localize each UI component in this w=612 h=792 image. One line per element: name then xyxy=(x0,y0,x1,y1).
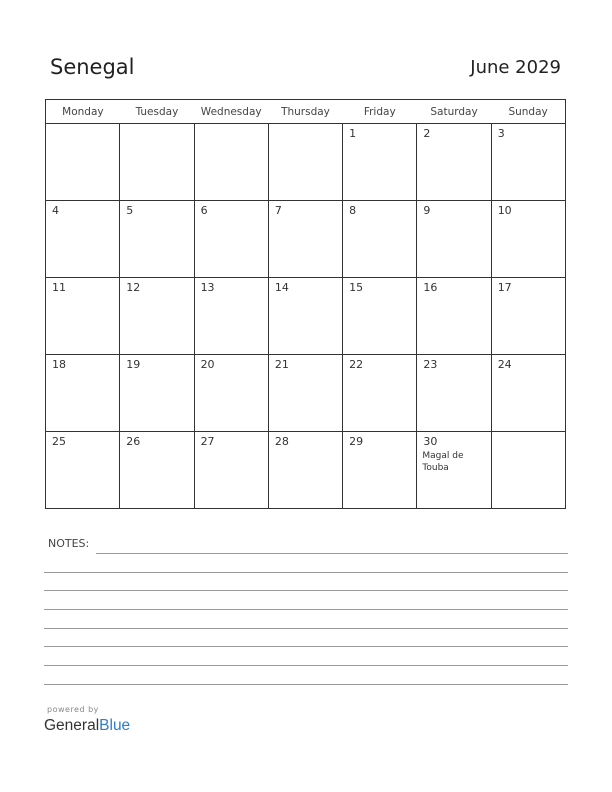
day-number: 10 xyxy=(497,204,512,217)
day-cell xyxy=(194,355,268,432)
notes-line xyxy=(44,684,568,685)
day-cell xyxy=(120,124,194,201)
week-row xyxy=(46,124,566,201)
day-number xyxy=(46,124,119,127)
holiday-label: Magal de Touba xyxy=(422,451,464,473)
day-cell xyxy=(268,124,342,201)
day-cell xyxy=(46,201,120,278)
day-number: 2 xyxy=(423,127,431,140)
generalblue-logo[interactable] xyxy=(44,717,130,735)
powered-by-text: powered by xyxy=(47,705,99,714)
notes-line xyxy=(44,646,568,647)
day-cell xyxy=(268,432,342,509)
day-cell xyxy=(491,355,565,432)
day-number: 8 xyxy=(349,204,357,217)
day-cell xyxy=(194,201,268,278)
day-number: 9 xyxy=(423,204,431,217)
day-cell xyxy=(343,355,417,432)
notes-label: NOTES: xyxy=(48,537,90,550)
day-number xyxy=(120,124,193,127)
day-cell xyxy=(120,201,194,278)
day-number: 21 xyxy=(274,358,289,371)
day-cell xyxy=(417,355,491,432)
day-cell xyxy=(268,201,342,278)
notes-line xyxy=(44,628,568,629)
day-cell xyxy=(268,355,342,432)
day-cell xyxy=(268,278,342,355)
day-cell xyxy=(194,124,268,201)
day-cell xyxy=(46,278,120,355)
day-number: 22 xyxy=(349,358,364,371)
day-cell xyxy=(491,278,565,355)
day-cell xyxy=(343,278,417,355)
notes-line xyxy=(44,609,568,610)
day-cell xyxy=(491,201,565,278)
day-cell xyxy=(417,124,491,201)
day-number: 23 xyxy=(423,358,438,371)
day-cell xyxy=(46,432,120,509)
country-title: Senegal xyxy=(50,55,135,79)
notes-line xyxy=(44,590,568,591)
notes-line xyxy=(44,665,568,666)
day-number: 20 xyxy=(200,358,215,371)
week-row xyxy=(46,278,566,355)
day-number: 1 xyxy=(349,127,357,140)
day-cell xyxy=(491,432,565,509)
weekday-tuesday: Tuesday xyxy=(120,100,194,124)
day-cell xyxy=(491,124,565,201)
day-cell xyxy=(417,432,491,509)
day-number: 27 xyxy=(200,435,215,448)
weekday-header-row xyxy=(46,100,566,124)
day-number: 16 xyxy=(423,281,438,294)
day-cell xyxy=(343,124,417,201)
day-number: 26 xyxy=(126,435,141,448)
week-row xyxy=(46,432,566,509)
day-number: 4 xyxy=(52,204,59,217)
day-number: 19 xyxy=(126,358,141,371)
day-number: 3 xyxy=(497,127,505,140)
day-cell xyxy=(120,432,194,509)
day-cell xyxy=(417,201,491,278)
day-number xyxy=(269,124,342,127)
weekday-saturday: Saturday xyxy=(417,100,491,124)
brand-blue: Blue xyxy=(99,717,131,734)
day-number: 12 xyxy=(126,281,141,294)
day-cell xyxy=(46,124,120,201)
day-number: 11 xyxy=(52,281,66,294)
weekday-thursday: Thursday xyxy=(268,100,342,124)
day-number: 13 xyxy=(200,281,215,294)
day-cell xyxy=(343,201,417,278)
weekday-sunday: Sunday xyxy=(491,100,565,124)
weekday-wednesday: Wednesday xyxy=(194,100,268,124)
day-number xyxy=(492,432,565,435)
month-year-title: June 2029 xyxy=(470,57,561,78)
calendar-grid xyxy=(45,99,566,509)
day-number: 14 xyxy=(274,281,289,294)
day-cell xyxy=(194,432,268,509)
day-number: 5 xyxy=(126,204,134,217)
brand-general: General xyxy=(44,717,100,734)
day-number: 25 xyxy=(52,435,66,448)
week-row xyxy=(46,355,566,432)
day-number: 24 xyxy=(497,358,512,371)
week-row xyxy=(46,201,566,278)
day-cell xyxy=(343,432,417,509)
day-number: 17 xyxy=(497,281,512,294)
day-cell xyxy=(46,355,120,432)
day-number: 28 xyxy=(274,435,289,448)
notes-line xyxy=(44,572,568,573)
day-number: 30 xyxy=(423,435,438,448)
day-number: 15 xyxy=(349,281,364,294)
day-cell xyxy=(120,278,194,355)
day-cell xyxy=(417,278,491,355)
notes-line xyxy=(96,553,568,554)
day-number: 29 xyxy=(349,435,364,448)
day-number xyxy=(195,124,268,127)
weekday-friday: Friday xyxy=(343,100,417,124)
day-cell xyxy=(120,355,194,432)
weekday-monday: Monday xyxy=(46,100,120,124)
day-number: 18 xyxy=(52,358,66,371)
day-number: 6 xyxy=(200,204,208,217)
day-cell xyxy=(194,278,268,355)
day-number: 7 xyxy=(274,204,282,217)
